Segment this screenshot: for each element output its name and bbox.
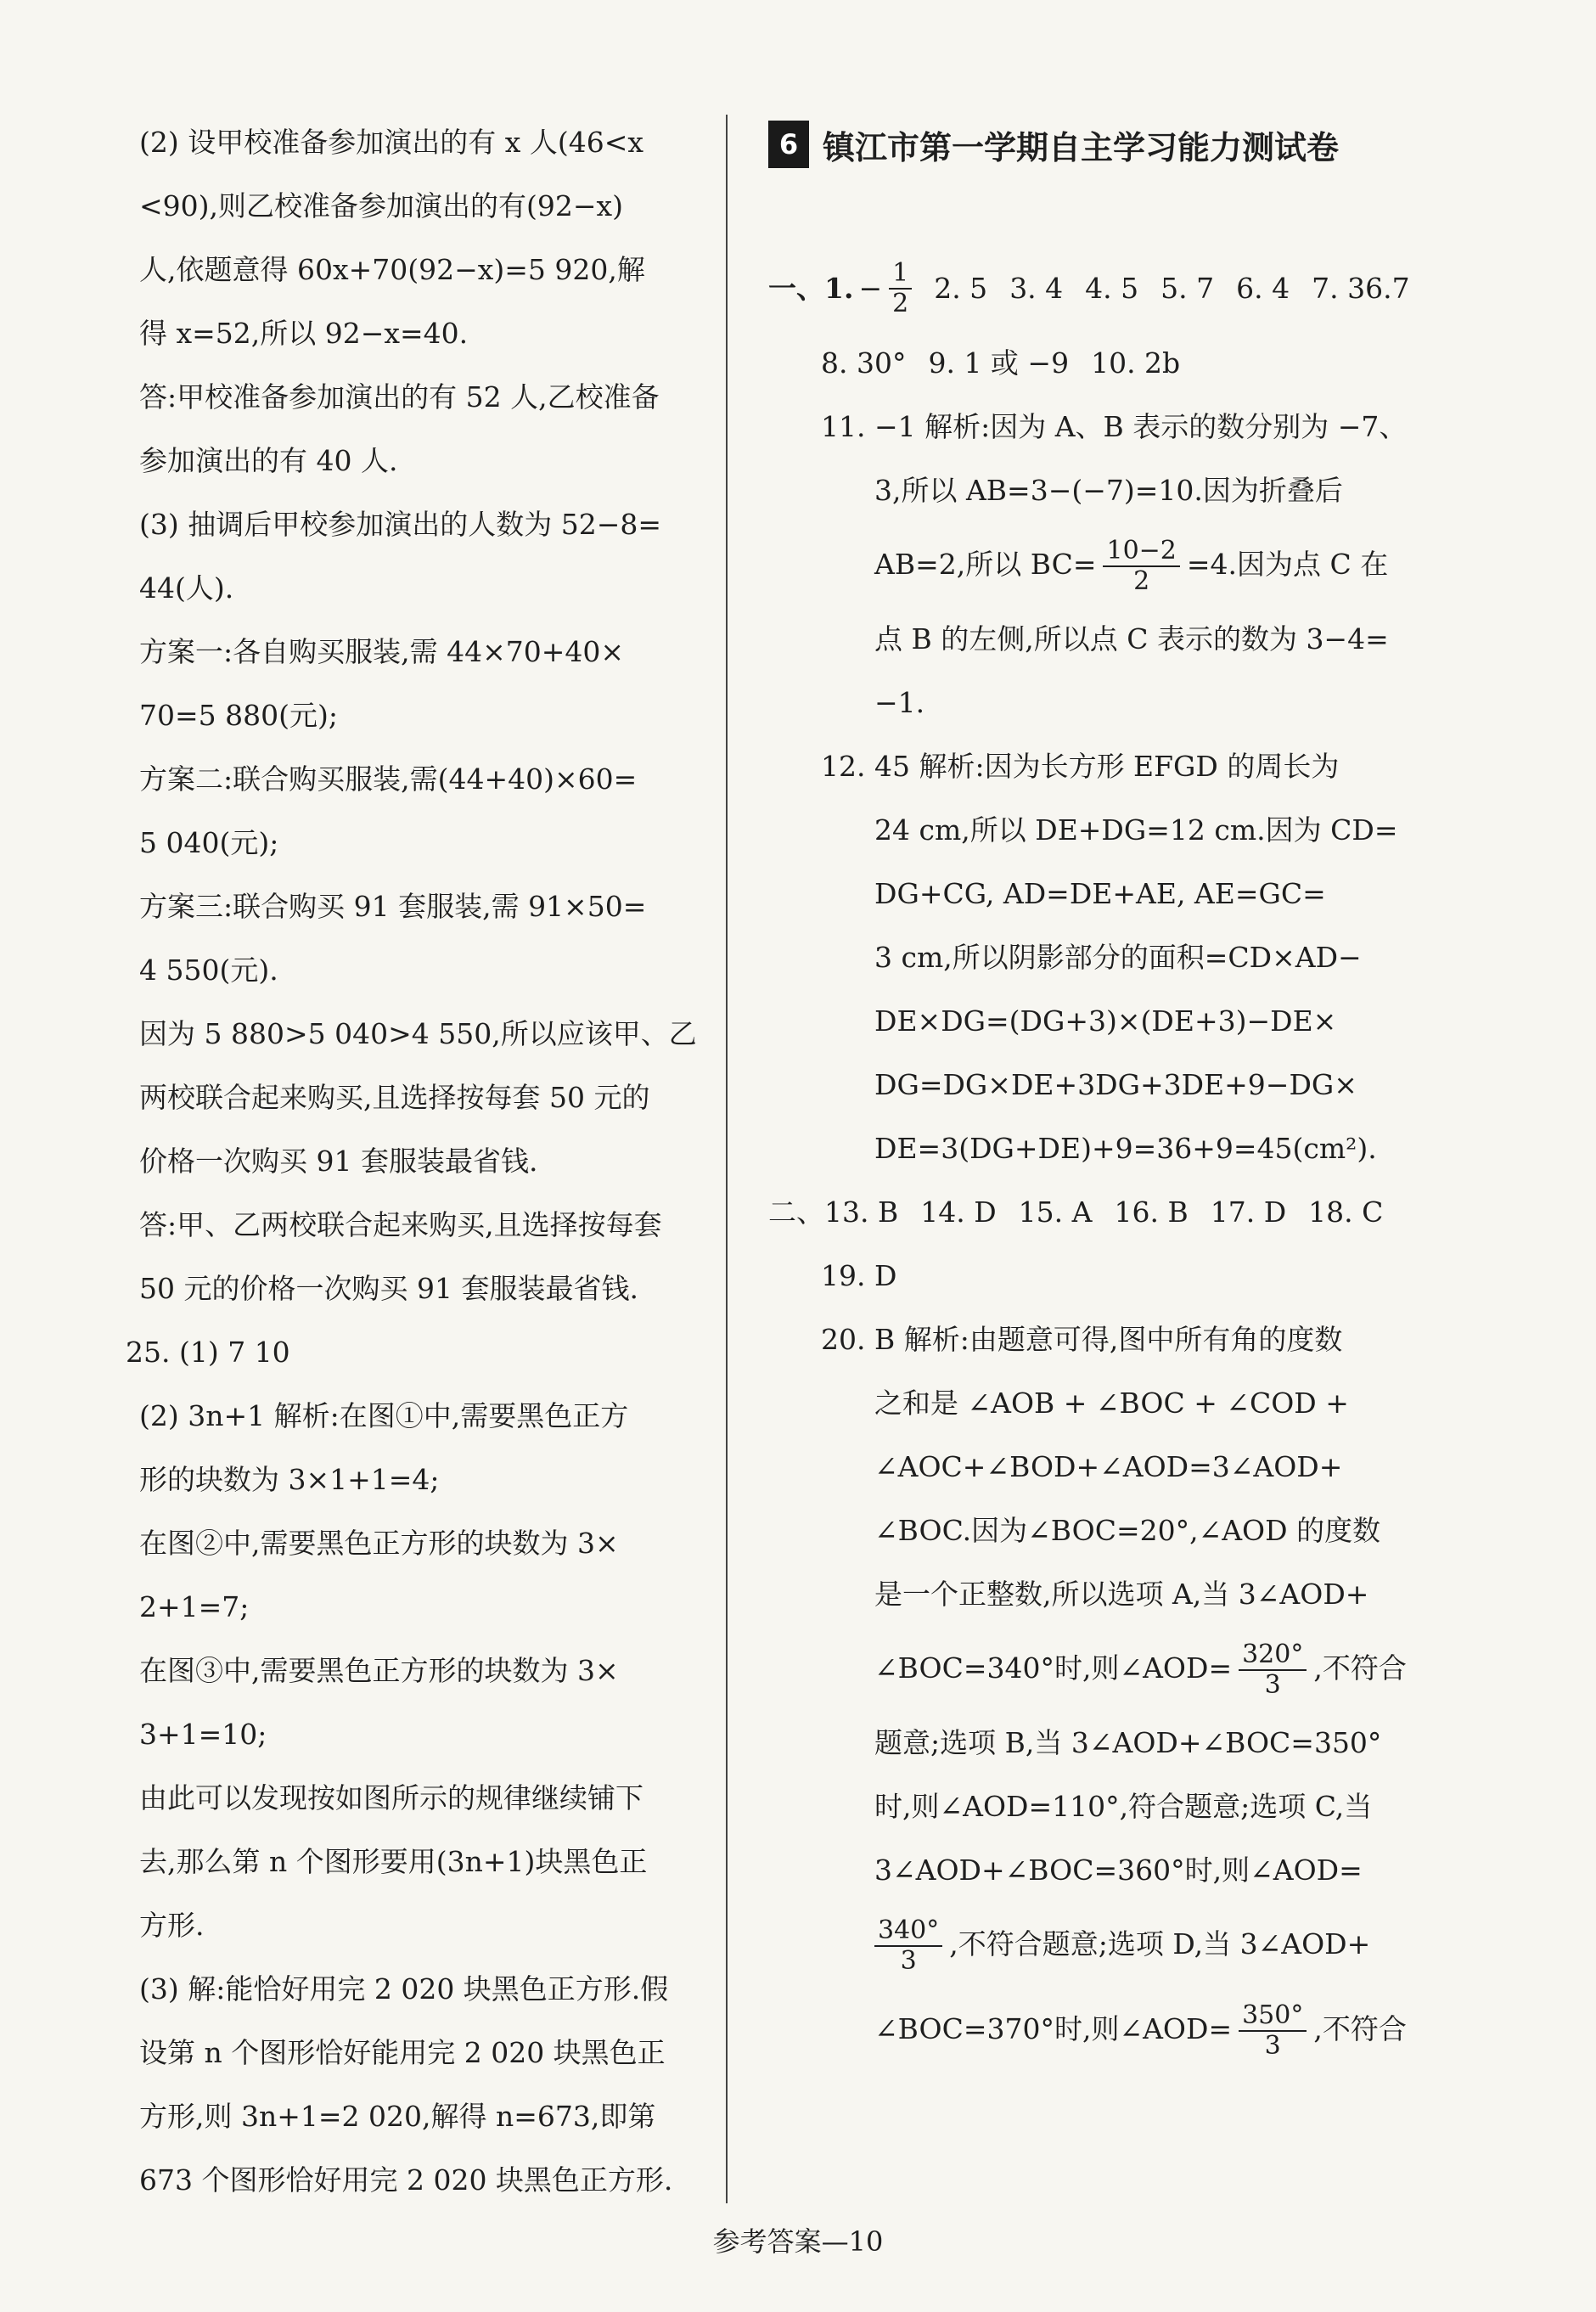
answer-15: 15. A [1018,1195,1093,1229]
left-text-line: 673 个图形恰好用完 2 020 块黑色正方形. [139,2163,673,2197]
fraction-denominator: 3 [1264,2031,1281,2061]
answer-16: 16. B [1114,1195,1189,1229]
answer-9: 9. 1 或 −9 [928,346,1070,380]
q12-line: DG+CG, AD=DE+AE, AE=GC= [874,877,1326,910]
q11-line: 点 B 的左侧,所以点 C 表示的数为 3−4= [874,622,1389,655]
left-text-line: 5 040(元); [139,826,279,859]
q20-line: 3∠AOD+∠BOC=360°时,则∠AOD= [874,1854,1363,1887]
q20-fraction-line [768,1902,1447,1987]
page-footer: 参考答案—10 [712,2225,884,2258]
left-text-line: 25. (1) 7 10 [126,1336,290,1369]
q20-fraction [1239,2001,1307,2062]
left-text-line: 答:甲校准备参加演出的有 52 人,乙校准备 [139,380,660,413]
left-text-line: 方案一:各自购买服装,需 44×70+40× [139,635,625,668]
answer-13: 二、13. B [768,1195,899,1229]
section-title [768,110,1447,178]
answer-3: 3. 4 [1009,272,1064,305]
q12-line: 3 cm,所以阴影部分的面积=CD×AD− [874,941,1362,974]
answer-2: 2. 5 [934,272,988,305]
q20-fraction-line [768,1987,1447,2072]
right-column [768,110,1447,2072]
left-text-line: 方案二:联合购买服装,需(44+40)×60= [139,762,638,796]
answer-7: 7. 36.7 [1312,272,1410,305]
left-text-line: 因为 5 880>5 040>4 550,所以应该甲、乙 [139,1017,697,1050]
left-text-line: 4 550(元). [139,953,278,987]
answer-10: 10. 2b [1091,346,1181,380]
q12-line: 12. 45 解析:因为长方形 EFGD 的周长为 [821,750,1340,783]
left-text-line: 答:甲、乙两校联合起来购买,且选择按每套 [139,1208,662,1241]
left-column [126,110,711,2212]
answer-19: 19. D [821,1259,897,1292]
left-text-line: 得 x=52,所以 92−x=40. [139,317,469,350]
answer-4: 4. 5 [1085,272,1139,305]
q11-line: 11. −1 解析:因为 A、B 表示的数分别为 −7、 [821,410,1408,443]
q11-line: 3,所以 AB=3−(−7)=10.因为折叠后 [874,474,1343,507]
left-text-line: 参加演出的有 40 人. [139,444,398,477]
left-text-line: 方形,则 3n+1=2 020,解得 n=673,即第 [139,2100,656,2133]
q20-line: ∠AOC+∠BOD+∠AOD=3∠AOD+ [874,1450,1343,1483]
q12-line: 24 cm,所以 DE+DG=12 cm.因为 CD= [874,813,1398,847]
answer-1-sign: − [858,272,883,305]
left-text-line: 50 元的价格一次购买 91 套服装最省钱. [139,1272,638,1305]
left-text-line: 方形. [139,1909,205,1942]
answer-row-2 [768,331,1447,395]
answer-row-1 [768,246,1447,331]
fraction-numerator: 10−2 [1103,537,1179,568]
q11-line: −1. [874,686,925,719]
answer-8: 8. 30° [821,346,907,380]
fraction-denominator: 2 [1133,566,1150,596]
column-divider [726,115,728,2203]
section-number-badge: 6 [768,121,809,168]
left-text-line: 70=5 880(元); [139,699,338,732]
q20-text: ,不符合 [1313,1651,1407,1685]
left-text-line: 2+1=7; [139,1590,250,1623]
q20-line: 之和是 ∠AOB + ∠BOC + ∠COD + [874,1387,1349,1420]
q20-line: 20. B 解析:由题意可得,图中所有角的度数 [821,1323,1343,1356]
q20-fraction [874,1916,942,1977]
q11-text: =4.因为点 C 在 [1186,548,1389,581]
fraction-denominator: 3 [900,1946,917,1976]
q20-line: 题意;选项 B,当 3∠AOD+∠BOC=350° [874,1726,1382,1759]
left-text-line: 44(人). [139,571,234,605]
q12-line: DG=DG×DE+3DG+3DE+9−DG× [874,1068,1357,1101]
answer-row-3 [768,1180,1447,1244]
left-text-line: 价格一次购买 91 套服装最省钱. [139,1145,538,1178]
q20-text: ,不符合题意;选项 D,当 3∠AOD+ [949,1927,1371,1960]
left-text-line: (3) 解:能恰好用完 2 020 块黑色正方形.假 [139,1972,669,2005]
left-text-line: 3+1=10; [139,1718,267,1751]
left-text-line: 在图②中,需要黑色正方形的块数为 3× [139,1527,619,1560]
left-text-line: <90),则乙校准备参加演出的有(92−x) [139,189,624,222]
q12-line: DE=3(DG+DE)+9=36+9=45(cm²). [874,1132,1377,1165]
left-text-line: (2) 设甲校准备参加演出的有 x 人(46<x [139,126,643,159]
left-text-line: 设第 n 个图形恰好能用完 2 020 块黑色正 [139,2036,666,2069]
left-text-line: 人,依题意得 60x+70(92−x)=5 920,解 [139,253,645,286]
q20-line: ∠BOC.因为∠BOC=20°,∠AOD 的度数 [874,1514,1381,1547]
fraction-numerator: 340° [874,1916,942,1948]
q20-text: ∠BOC=370°时,则∠AOD= [874,2012,1233,2045]
q11-fraction [1103,537,1179,597]
left-text-line: 去,那么第 n 个图形要用(3n+1)块黑色正 [139,1845,648,1878]
answer-14: 14. D [920,1195,997,1229]
q11-fraction-line [768,522,1447,607]
fraction-numerator: 320° [1239,1640,1307,1672]
left-text-line: 方案三:联合购买 91 套服装,需 91×50= [139,890,647,923]
q20-text: ,不符合 [1313,2012,1407,2045]
q20-line: 时,则∠AOD=110°,符合题意;选项 C,当 [874,1790,1373,1823]
q20-line: 是一个正整数,所以选项 A,当 3∠AOD+ [874,1578,1369,1611]
answer-1-label: 一、1. [768,272,854,305]
q12-line: DE×DG=(DG+3)×(DE+3)−DE× [874,1004,1337,1038]
left-text-line: 形的块数为 3×1+1=4; [139,1463,440,1496]
left-text-line: (3) 抽调后甲校参加演出的人数为 52−8= [139,508,662,541]
fraction-denominator: 3 [1264,1670,1281,1700]
q20-fraction-line [768,1626,1447,1711]
q11-text: AB=2,所以 BC= [874,548,1097,581]
left-text-line: 在图③中,需要黑色正方形的块数为 3× [139,1654,619,1687]
fraction-numerator: 350° [1239,2001,1307,2033]
answer-6: 6. 4 [1236,272,1290,305]
left-text-line: (2) 3n+1 解析:在图①中,需要黑色正方 [139,1399,629,1432]
left-text-line: 两校联合起来购买,且选择按每套 50 元的 [139,1081,650,1114]
left-text-line: 由此可以发现按如图所示的规律继续铺下 [139,1781,643,1814]
answer-18: 18. C [1308,1195,1384,1229]
q20-text: ∠BOC=340°时,则∠AOD= [874,1651,1233,1685]
answer-5: 5. 7 [1160,272,1215,305]
q20-fraction [1239,1640,1307,1701]
section-title-text: 镇江市第一学期自主学习能力测试卷 [823,128,1340,166]
fraction-numerator: 1 [889,259,912,290]
answer-1-fraction [889,259,912,319]
fraction-denominator: 2 [892,289,909,318]
answer-17: 17. D [1210,1195,1287,1229]
